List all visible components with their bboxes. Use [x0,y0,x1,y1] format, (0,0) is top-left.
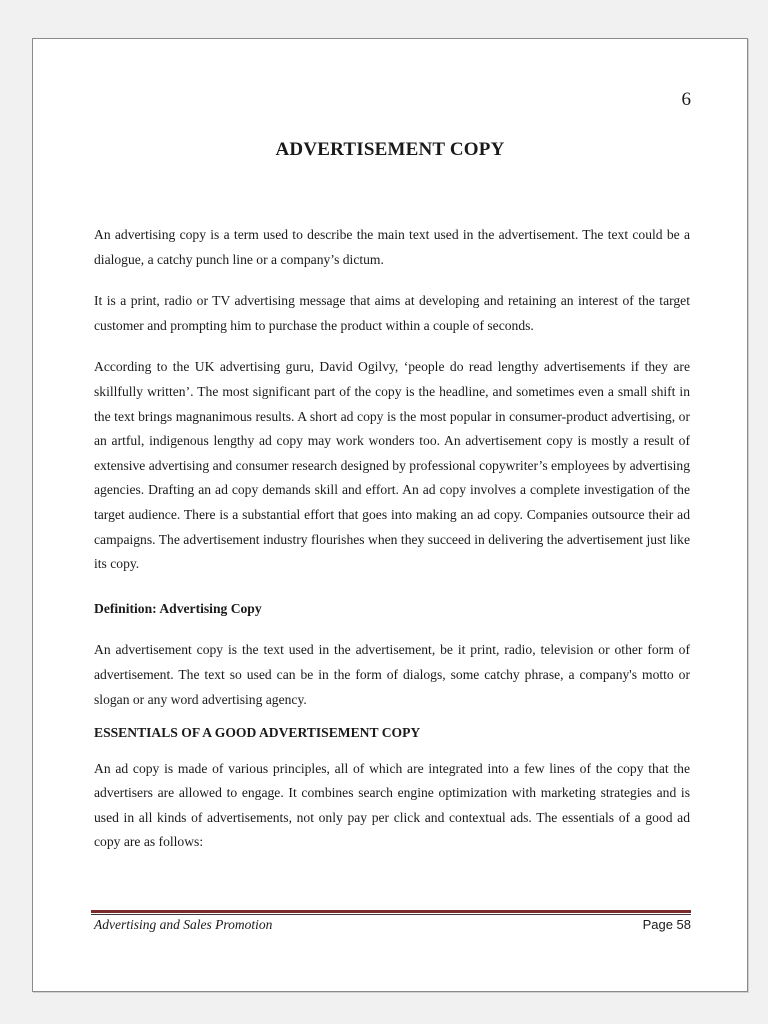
heading-definition: Definition: Advertising Copy [94,600,262,616]
paragraph-intro: An advertising copy is a term used to describe the main text used in the advertisement. The text could be a dialogue, a catchy punch line or a company’s dictum. [94,227,690,267]
heading-essentials: ESSENTIALS OF A GOOD ADVERTISEMENT COPY [94,725,421,741]
chapter-title: ADVERTISEMENT COPY [275,139,505,160]
paragraph-definition: An advertisement copy is the text used in the advertisement, be it print, radio, television or other form of advertisement. The text so used can be in the form of dialogs, some catchy phrase, a company's motto or slogan or any word advertising agency. [94,642,690,707]
chapter-number: 6 [681,89,691,110]
page-content [94,223,690,855]
footer-book-title: Advertising and Sales Promotion [94,917,273,932]
footer-page-number: Page 58 [642,917,691,932]
paragraph-essentials: An ad copy is made of various principles, all of which are integrated into a few lines of the copy that the advertisers are allowed to engage. It combines search engine optimization with marketing strategies and is used in all kinds of advertisements, not only pay per click and contextual ads. The essentials of a good ad copy are as follows: [94,760,690,850]
paragraph-ogilvy: According to the UK advertising guru, David Ogilvy, ‘people do read lengthy advertisements if they are skillfully written’. The most significant part of the copy is the headline, and sometimes even a small shift in the text brings magnanimous results. A short ad copy is the most popular in consumer-product advertising, or an artful, indigenous lengthy ad copy may work wonders too. An advertisement copy is mostly a result of extensive advertising and consumer research designed by professional copywriter’s employees by advertising agencies. Drafting an ad copy demands skill and effort. An ad copy involves a complete investigation of the target audience. There is a substantial effort that goes into making an ad copy. Companies outsource their ad campaigns. The advertisement industry flourishes when they succeed in delivering the advertisement just like its copy. [94,359,690,572]
footer-rule [91,910,691,913]
paragraph-message: It is a print, radio or TV advertising message that aims at developing and retaining an interest of the target customer and prompting him to purchase the product within a couple of seconds. [94,293,690,333]
document-page [32,38,748,992]
